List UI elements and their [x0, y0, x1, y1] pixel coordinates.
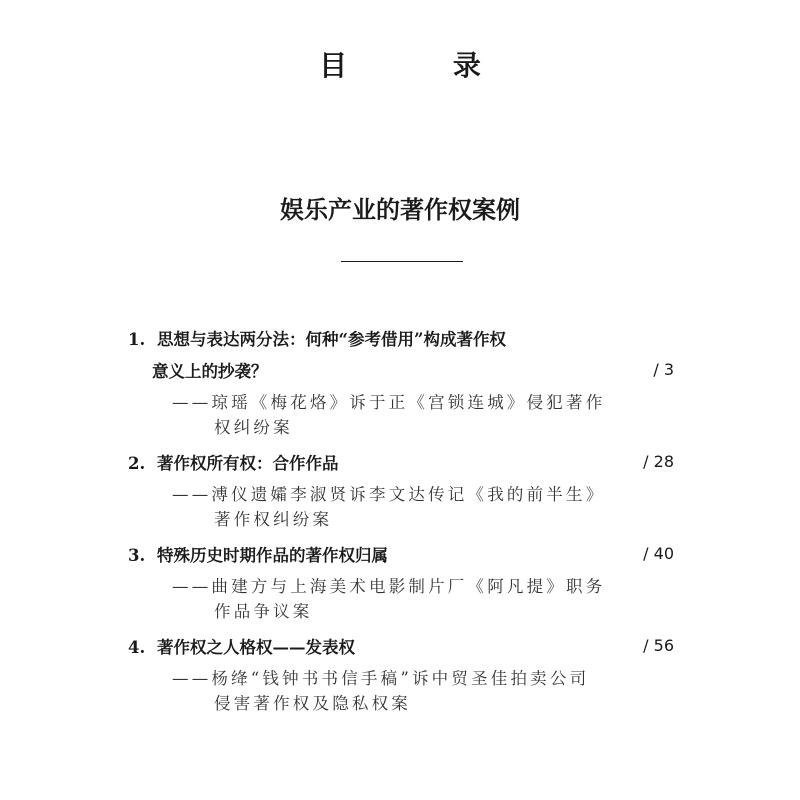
page-number: / 3	[653, 360, 674, 379]
case-line: ——溥仪遗孀李淑贤诉李文达传记《我的前半生》	[172, 485, 606, 504]
page-heading: 目 录	[319, 49, 529, 82]
divider	[341, 261, 463, 262]
entry-number: 3.	[128, 546, 146, 565]
case-line: 著作权纠纷案	[214, 510, 333, 529]
entry-title: 思想与表达两分法：何种“参考借用”构成著作权	[156, 330, 506, 349]
case-description	[172, 390, 632, 440]
entry-number: 1.	[128, 330, 146, 349]
case-line: ——杨绛“钱钟书书信手稿”诉中贸圣佳拍卖公司	[172, 669, 590, 688]
case-line: ——曲建方与上海美术电影制片厂《阿凡提》职务	[172, 577, 606, 596]
case-description	[172, 666, 632, 716]
case-description	[172, 574, 632, 624]
case-description	[172, 482, 632, 532]
case-line: 作品争议案	[214, 602, 313, 621]
entry-title-continued: 意义上的抄袭？	[152, 362, 268, 381]
page-number: / 56	[643, 636, 674, 655]
entry-number: 4.	[128, 638, 146, 657]
entry-title: 特殊历史时期作品的著作权归属	[156, 546, 388, 565]
section-title: 娱乐产业的著作权案例	[280, 196, 520, 224]
page-number: / 40	[643, 544, 674, 563]
entry-title: 著作权之人格权——发表权	[156, 638, 355, 657]
page-number: / 28	[643, 452, 674, 471]
case-line: 权纠纷案	[214, 418, 293, 437]
entry-title: 著作权所有权：合作作品	[156, 454, 339, 473]
entry-number: 2.	[128, 454, 146, 473]
case-line: 侵害著作权及隐私权案	[214, 694, 411, 713]
case-line: ——琼瑶《梅花烙》诉于正《宫锁连城》侵犯著作	[172, 393, 606, 412]
